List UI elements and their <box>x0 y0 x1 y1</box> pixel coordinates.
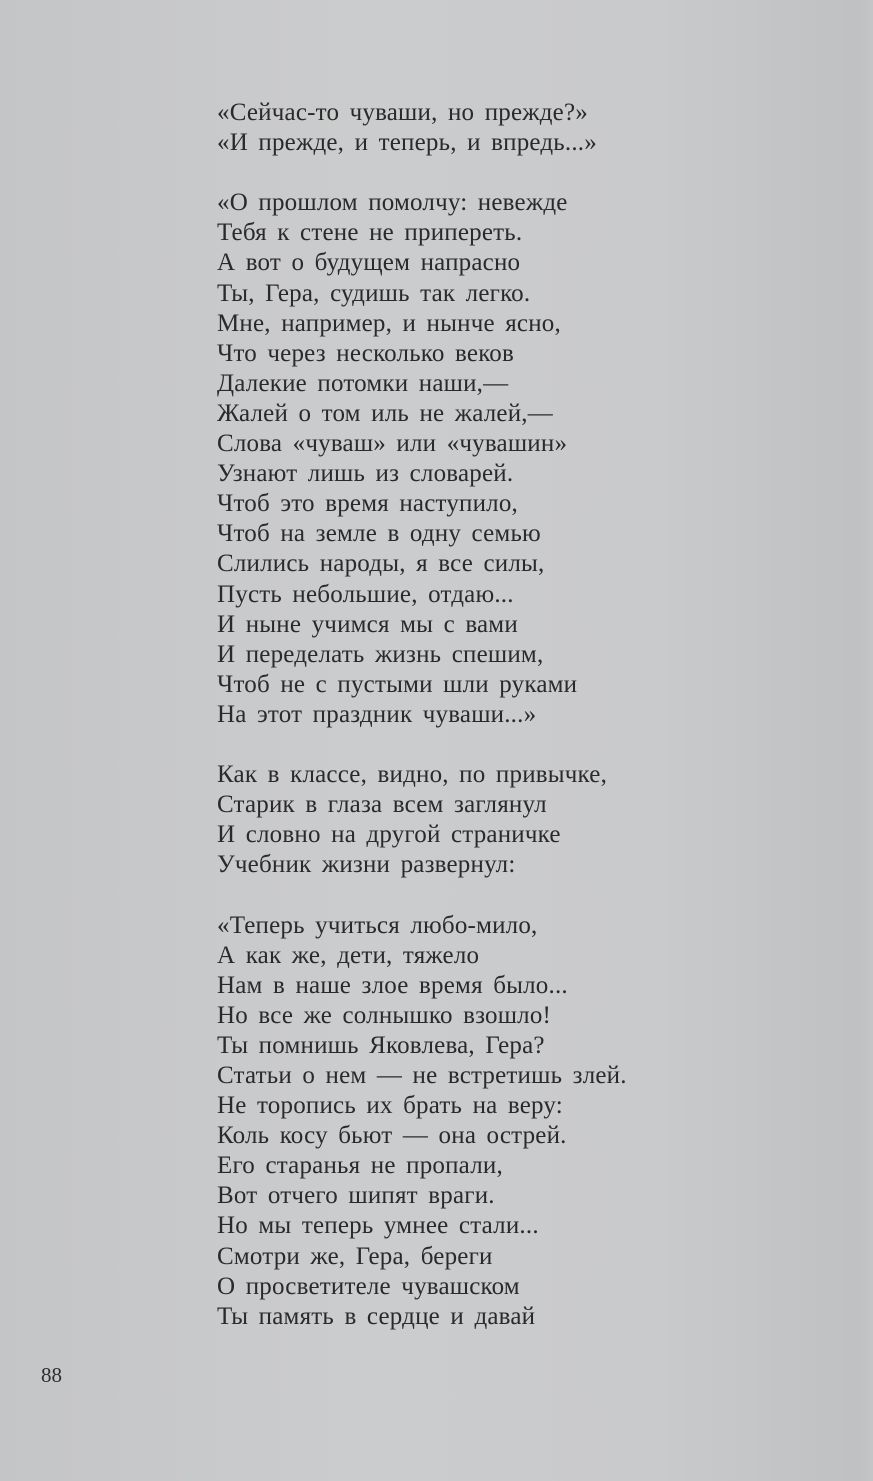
poem-line: Ты, Гера, судишь так легко. <box>217 279 531 307</box>
poem-line: Чтоб на земле в одну семью <box>217 520 541 548</box>
poem-line: Тебя к стене не припереть. <box>217 219 523 247</box>
poem-line: Далекие потомки наши,— <box>217 369 509 397</box>
poem-line: Старик в глаза всем заглянул <box>217 791 547 819</box>
poem-line: Чтоб не с пустыми шли руками <box>217 670 578 698</box>
poem-line: Ты память в сердце и давай <box>217 1302 536 1330</box>
poem-line: Учебник жизни развернул: <box>217 851 516 879</box>
poem-line: Что через несколько веков <box>217 339 514 367</box>
poem-line: Пусть небольшие, отдаю... <box>217 580 514 608</box>
stanza-1 <box>217 98 777 158</box>
poem-line: И ныне учимся мы с вами <box>217 610 518 638</box>
poem-line: Чтоб это время наступило, <box>217 490 519 518</box>
poem-line: А вот о будущем напрасно <box>217 249 521 277</box>
poem-line: Мне, например, и нынче ясно, <box>217 309 561 337</box>
stanza-2 <box>217 188 777 730</box>
poem-line: «О прошлом помолчу: невежде <box>217 189 568 217</box>
poem-line: Его старанья не пропали, <box>217 1152 503 1180</box>
page-edge-shadow <box>859 0 873 1481</box>
poem-line: Ты помнишь Яковлева, Гера? <box>217 1031 545 1059</box>
poem-line: Жалей о том иль не жалей,— <box>217 399 553 427</box>
poem-line: «Сейчас-то чуваши, но прежде?» <box>217 99 588 126</box>
poem-line: А как же, дети, тяжело <box>217 941 480 969</box>
poem-line: Нам в наше злое время было... <box>217 971 568 999</box>
poem-line: И переделать жизнь спешим, <box>217 640 544 668</box>
poem-line: Не торопись их брать на веру: <box>217 1092 563 1120</box>
poem-line: И словно на другой страничке <box>217 821 561 849</box>
poem-line: О просветителе чувашском <box>217 1272 520 1300</box>
stanza-4 <box>217 911 777 1332</box>
poem-line: Узнают лишь из словарей. <box>217 460 514 488</box>
page-number: 88 <box>41 1363 62 1387</box>
poem-line: «И прежде, и теперь, и впредь...» <box>217 129 597 157</box>
poem-line: Слились народы, я все силы, <box>217 550 545 578</box>
poem-line: Слова «чуваш» или «чувашин» <box>217 430 568 458</box>
poem-line: «Теперь учиться любо-мило, <box>217 911 538 939</box>
poem-line: На этот праздник чуваши...» <box>217 700 537 728</box>
poem-text <box>217 98 777 1362</box>
poem-line: Но мы теперь умнее стали... <box>217 1212 539 1240</box>
poem-line: Вот отчего шипят враги. <box>217 1182 495 1210</box>
poem-line: Статьи о нем — не встретишь злей. <box>217 1062 627 1089</box>
poem-line: Смотри же, Гера, береги <box>217 1242 493 1270</box>
poem-line: Но все же солнышко взошло! <box>217 1001 552 1029</box>
poem-line: Коль косу бьют — она острей. <box>217 1122 567 1150</box>
stanza-3 <box>217 760 777 880</box>
poem-line: Как в классе, видно, по привычке, <box>217 761 608 789</box>
